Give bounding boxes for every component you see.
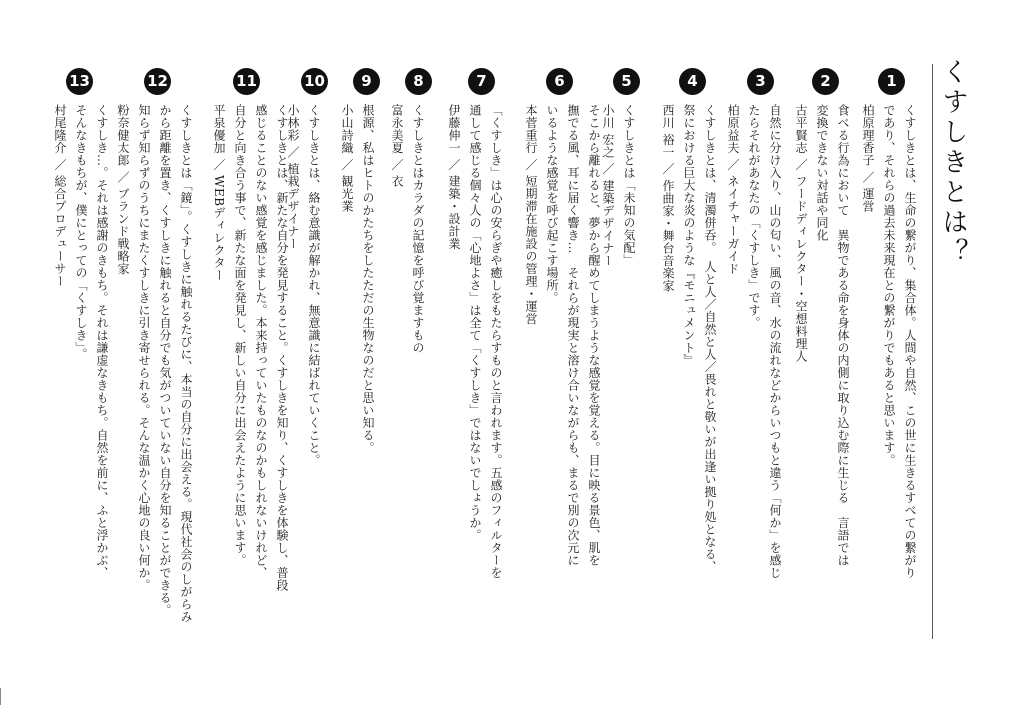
entry-number-badge: 5 [613,68,640,95]
entry-text: 自然に分け入り、山の匂い、風の音、水の流れなどからいつもと違う「何か」を感じ たらそれがあなたの「くすしき」です。 柏原益夫 ／ ネイチャーガイド [726,104,782,579]
entry-text: くすしきとは「鏡」。くすしきに触れるたびに、本当の自分に出会える。現代社会のしがらみ から距離を置き、くすしきに触れると自分でも気がついていない自分を知ることができる。 知らず知らずのうちにまたくすしきに引き寄せられる。そんな温かく心地の良い何か。 粉奈健太郎 ／ ブランド戦略家 [116,104,193,623]
entry-text: そこから離れると、夢から醒めてしまうような感覚を覚える。目に映る景色、肌を 撫でる風、耳に届く響き… それらが現実と溶け合いながらも、まるで別の次元に いるような感覚を呼び起こす場所。 本菅重行 ／ 短期滞在施設の管理・運営 [524,104,601,567]
entry-number-badge: 1 [878,68,905,95]
crop-mark [0,688,15,705]
entry-text: くすしき…。それは感謝のきもち。それは謙虚なきもち。自然を前に、ふと浮かぶ、 そんなきもちが、僕にとっての「くすしき」。 村尾隆介 ／ 総合プロデューサー [53,104,109,579]
entry-text: 根源、私はヒトのかたちをしたただの生物なのだと思い知る。 小山詩織 ／ 観光業 [340,104,375,454]
entry-number-badge: 13 [66,68,93,95]
entry-number-badge: 7 [468,68,495,95]
entry-text: くすしきとはカラダの記憶を呼び覚ますもの 富永美夏 ／ 衣 [390,104,425,354]
entry-text: くすしきとは、絡む意識が解かれ、無意識に結ばれていくこと。 小林彩 ／ 植栽デザイナー [286,104,321,467]
entry-text: くすしきとは「未知の気配」 小川 宏之 ／ 建築デザイナー [601,104,636,267]
entry-text: くすしきとは、清濁併呑。 人と人／自然と人／畏れと敬いが出逢い拠り処となる、 祭における巨大な炎のような『モニュメント』 西川 裕一 ／ 作曲家・舞台音楽家 [661,104,717,573]
entry-text: くすしきとは、新たな自分を発見すること。くすしきを知り、くすしきを体験し、普段 感じることのない感覚を感じました。本来持っていたものなのかもしれないけれど、 自分と向き合う事で、新たな面を発見し、新しい自分に出会えたように思います。 平泉優加 ／ WEBディレクター [212,104,289,592]
entry-text: 食べる行為において 異物である命を身体の内側に取り込む際に生じる 言語では 変換できない対話や同化 古平賢志 ／ フードディレクター・空想料理人 [794,104,850,567]
entry-number-badge: 8 [405,68,432,95]
entry-number-badge: 10 [301,68,328,95]
title-divider [932,64,933,639]
entry-number-badge: 4 [679,68,706,95]
entry-text: 「くすしき」は心の安らぎや癒しをもたらすものと言われます。五感のフィルターを 通して感じる個々人の「心地よさ」は全て「くすしき」ではないでしょうか。 伊藤伸一 ／ 建築・設計業 [447,104,503,579]
entry-number-badge: 2 [812,68,839,95]
entry-number-badge: 3 [747,68,774,95]
entry-number-badge: 12 [144,68,171,95]
entry-number-badge: 11 [233,68,260,95]
entry-number-badge: 6 [546,68,573,95]
page-title: くすしきとは？ [938,58,968,268]
entry-number-badge: 9 [353,68,380,95]
entry-text: くすしきとは、生命の繋がり、集合体。人間や自然、この世に生きるすべての繋がり であり、それらの過去未来現在との繋がりでもあると思います。 柏原理香子 ／ 運営 [861,104,917,579]
